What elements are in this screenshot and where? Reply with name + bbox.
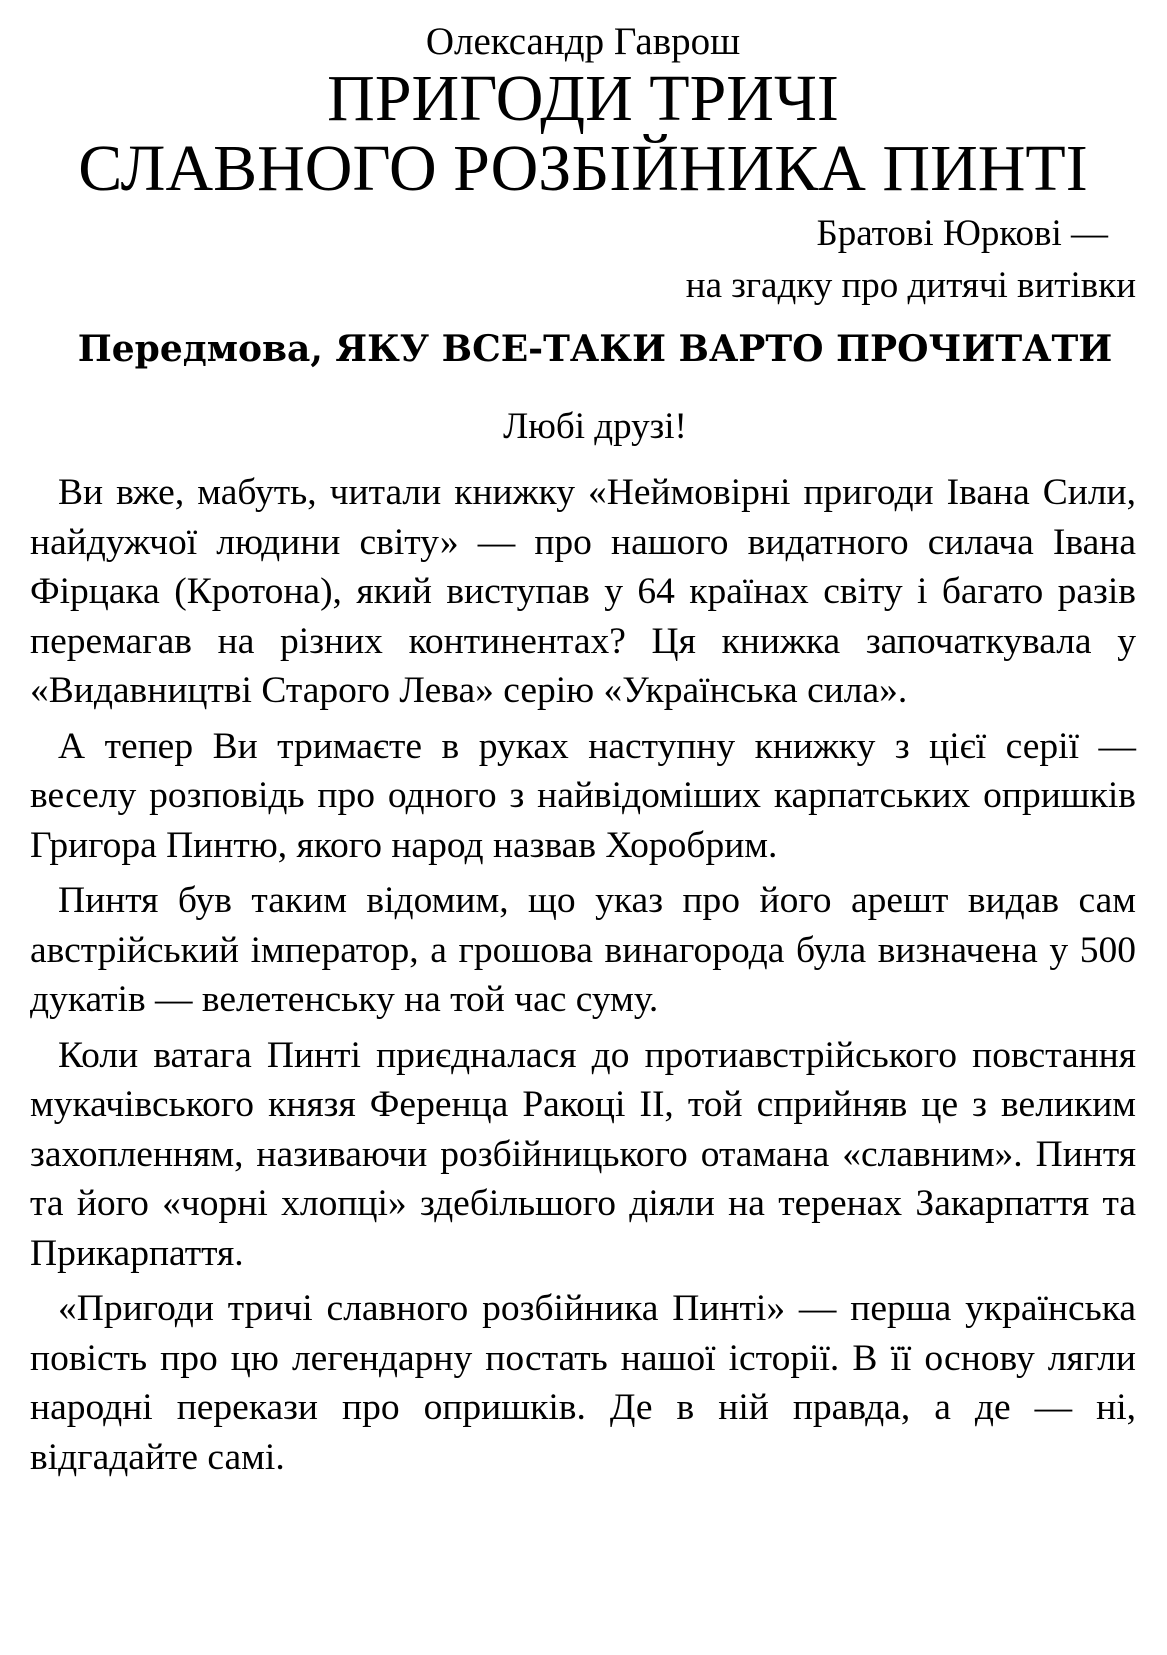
dedication [30,208,1136,312]
book-title-line-2: СЛАВНОГО РОЗБІЙНИКА ПИНТІ [78,132,1088,205]
paragraph-1: Ви вже, мабуть, читали книжку «Неймовірні пригоди Івана Сили, найдужчої людини світу» — про нашого видатного силача Івана Фірцака (Кротона), який виступав у 64 країнах світу і багато разів перемагав на різних континентах? Ця книжка започаткувала у «Видавництві Старого Лева» серію «Українська сила». [30,472,1136,711]
paragraph-5: «Пригоди тричі славного розбійника Пинті» — перша українська повість про цю легендарну постать нашої історії. В її основу лягли народні перекази про опришків. Де в ній правда, а де — ні, відгадайте самі. [30,1288,1136,1478]
author-name: Олександр Гаврош [425,20,741,63]
dedication-line-2: на згадку про дитячі витівки [685,265,1136,306]
dedication-line-1: Братові Юркові — [816,213,1108,254]
paragraph-3: Пинтя був таким відомим, що указ про його арешт видав сам австрійський імператор, а грошова винагорода була визначена у 500 дукатів — велетенську на той час суму. [30,880,1136,1020]
book-title [30,64,1136,204]
paragraph-4: Коли ватага Пинті приєдналася до протиавстрійського повстання мукачівського князя Ференца Ракоці II, той сприйняв це з великим захопленням, називаючи розбійницького отамана «славним». Пинтя та його «чорні хлопці» здебільшого діяли на теренах Закарпаття та Прикарпаття. [30,1034,1136,1274]
book-title-line-1: ПРИГОДИ ТРИЧІ [327,62,839,135]
paragraph-2: А тепер Ви тримаєте в руках наступну книжку з цієї серії — веселу розповідь про одного з найвідоміших карпатських опришків Григора Пинтю, якого народ назвав Хоробрим. [30,725,1136,866]
greeting: Любі друзі! [503,406,687,447]
preface-heading: Передмова, ЯКУ ВСЕ-ТАКИ ВАРТО ПРОЧИТАТИ [77,328,1113,370]
book-page [30,0,1136,1488]
